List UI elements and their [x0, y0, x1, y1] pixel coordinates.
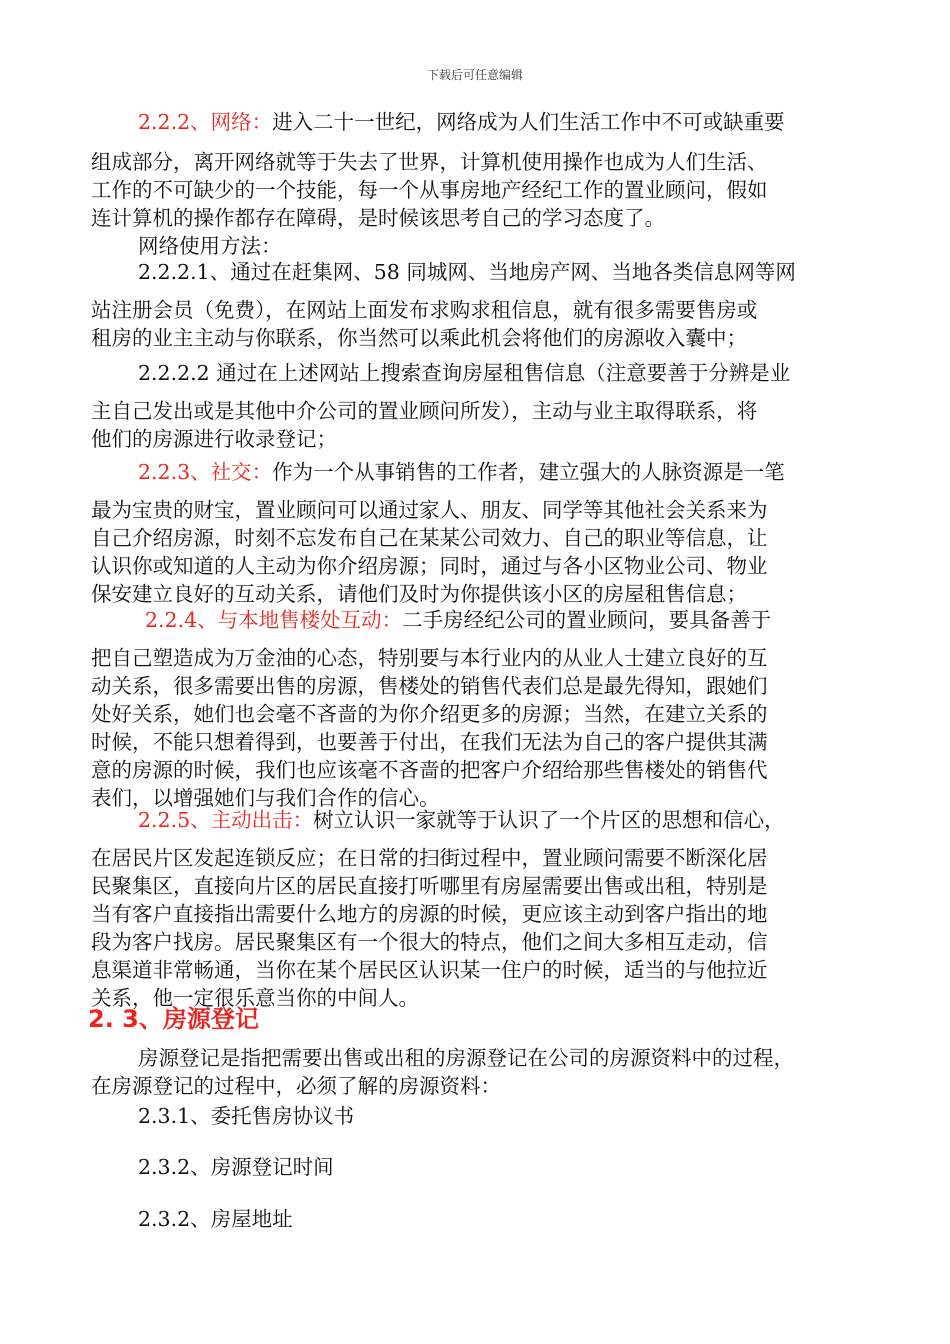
section-2-3-body: 房源登记是指把需要出售或出租的房源登记在公司的房源资料中的过程， 在房源登记的过程中，必须了解的房源资料： — [91, 1046, 794, 1098]
section-number: 2.2.5、主动出击： — [138, 808, 314, 832]
section-2-2-4-body: 把自己塑造成为万金油的心态，特别要与本行业内的从业人士建立良好的互 动关系，很多需要出售的房源，售楼处的销售代表们总是最先得知，跟她们 处好关系，她们也会毫不吝啬的为你介绍更多的房源；当然，在建立关系的 时候，不能只想着得到，也要善于付出，在我们无法为自己的客户提供其满 意的房源的时候，我们也应该毫不吝啬的把客户介绍给那些售楼处的销售代 表们，以增强她们与我们合作的信心。 — [91, 646, 768, 810]
section-2-2-2-body: 组成部分，离开网络就等于失去了世界，计算机使用操作也成为人们生活、 工作的不可缺少的一个技能，每一个从事房地产经纪工作的置业顾问，假如 连计算机的操作都存在障碍，是时候该思考自己的学习态度了。 网络使用方法： — [91, 150, 768, 258]
section-number: 2.2.2、网络： — [138, 110, 273, 134]
section-number: 2.2.4、与本地售楼处互动： — [145, 608, 403, 632]
list-item: 2.3.2、房屋地址 — [138, 1207, 293, 1231]
line: 2.2.2、网络：进入二十一世纪，网络成为人们生活工作中不可或缺重要 — [138, 110, 785, 134]
section-2-2-5-body: 在居民片区发起连锁反应；在日常的扫街过程中，置业顾问需要不断深化居 民聚集区，直接向片区的居民直接打听哪里有房屋需要出售或出租，特别是 当有客户直接指出需要什么地方的房源的时候，更应该主动到客户指出的地 段为客户找房。居民聚集区有一个很大的特点，他们之间大多相互走动，信 息渠道非常畅通，当你在某个居民区认识某一住户的时候，适当的与他拉近 关系，他一定很乐意当你的中间人。 — [91, 846, 768, 1010]
list-item: 2.3.2、房源登记时间 — [138, 1155, 334, 1179]
section-2-2-3: 2.2.3、社交：作为一个从事销售的工作者，建立强大的人脉资源是一笔 — [138, 460, 785, 484]
section-2-2-2-2: 2.2.2.2 通过在上述网站上搜索查询房屋租售信息（注意要善于分辨是业 — [138, 361, 791, 385]
section-2-2-3-body: 最为宝贵的财宝，置业顾问可以通过家人、朋友、同学等其他社会关系来为 自己介绍房源，时刻不忘发布自己在某某公司效力、自己的职业等信息，让 认识你或知道的人主动为你介绍房源；同时，通过与各小区物业公司、物业 保安建立良好的互动关系，请他们及时为你提供该小区的房屋租售信息； — [91, 498, 768, 606]
page-header: 下载后可任意编辑 — [426, 68, 523, 82]
section-2-2-2-2-body: 主自己发出或是其他中介公司的置业顾问所发），主动与业主取得联系，将 他们的房源进行收录登记； — [91, 399, 758, 451]
section-2-2-5: 2.2.5、主动出击：树立认识一家就等于认识了一个片区的思想和信心， — [138, 808, 785, 832]
section-2-2-2 — [91, 108, 859, 136]
section-number: 2.2.3、社交： — [138, 460, 273, 484]
section-2-2-4: 2.2.4、与本地售楼处互动：二手房经纪公司的置业顾问，要具备善于 — [145, 608, 772, 632]
list-item: 2.3.1、委托售房协议书 — [138, 1104, 355, 1128]
section-2-2-2-1-body: 站注册会员（免费），在网站上面发布求购求租信息，就有很多需要售房或 租房的业主主动与你联系，你当然可以乘此机会将他们的房源收入囊中； — [91, 298, 758, 350]
section-2-2-2-1: 2.2.2.1、通过在赶集网、58 同城网、当地房产网、当地各类信息网等网 — [138, 260, 796, 284]
section-heading-2-3: 2. 3、房源登记 — [88, 1005, 259, 1033]
